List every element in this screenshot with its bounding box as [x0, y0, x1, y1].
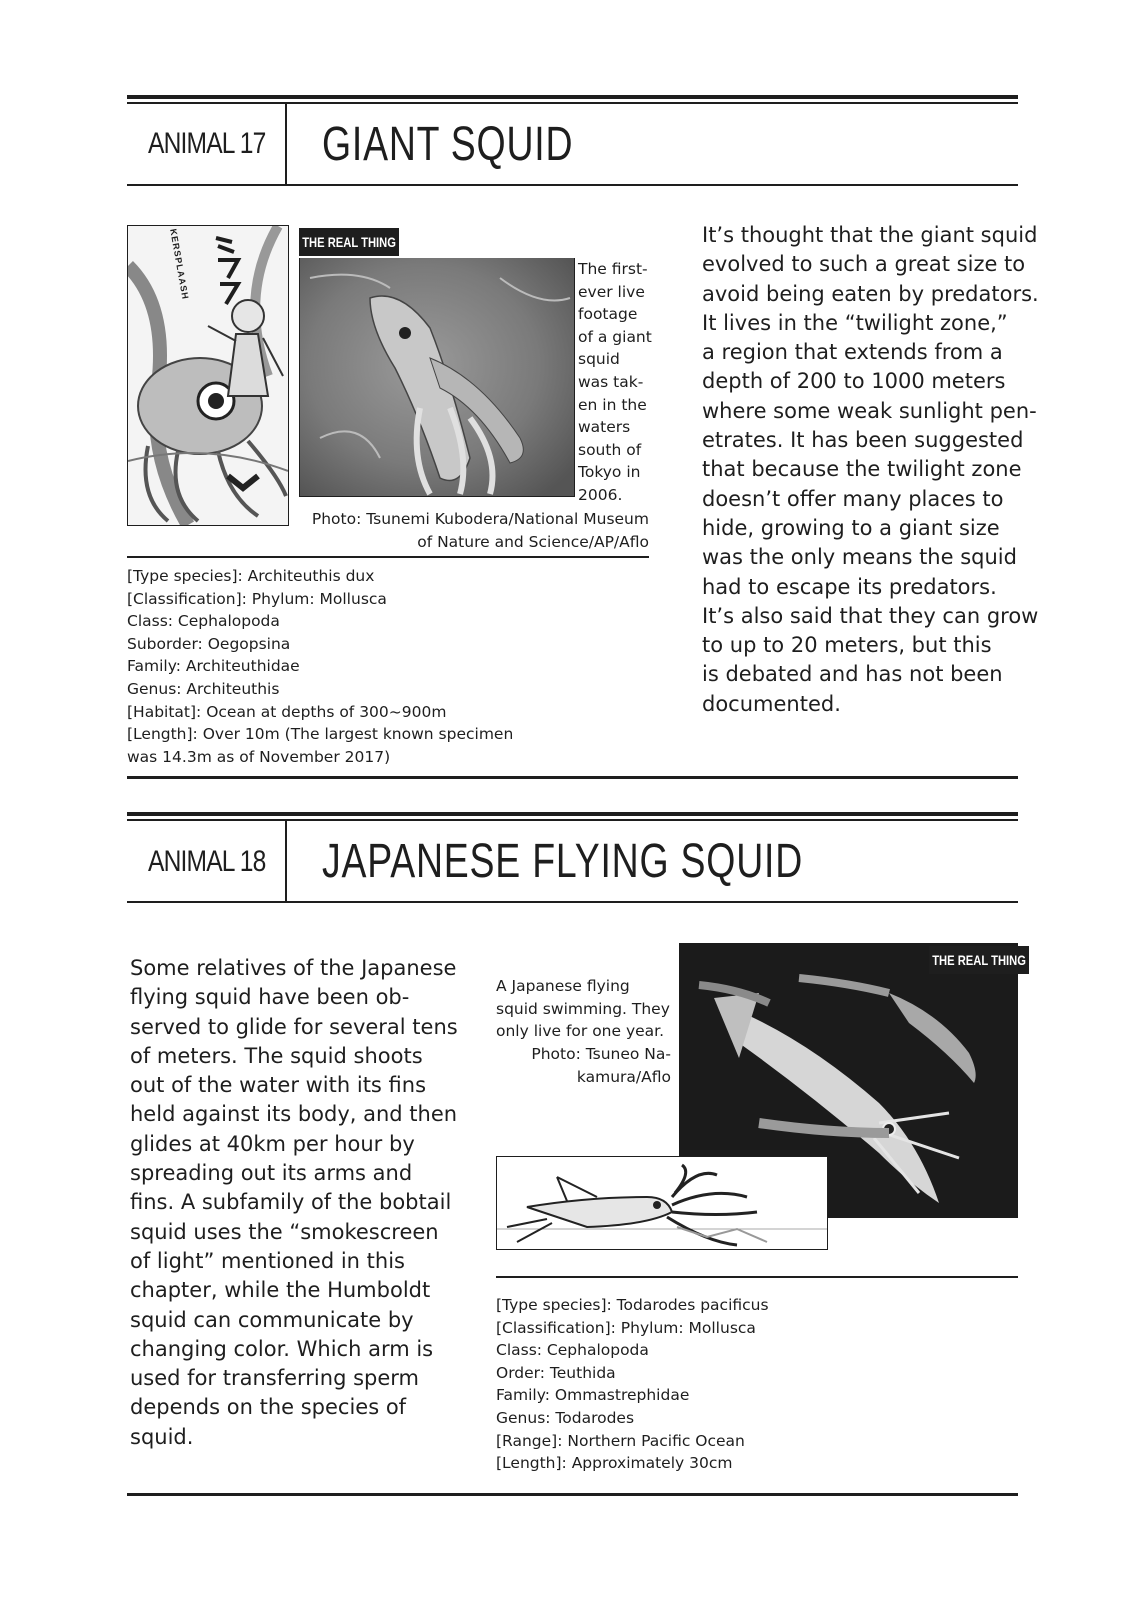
section-17-header-bottom-rule	[127, 184, 1018, 186]
flying-squid-photo-caption: A Japanese flying squid swimming. They only live for one year.	[496, 977, 670, 1041]
section-18-header-bottom-rule	[127, 901, 1018, 903]
section-17-spec-rule	[127, 556, 649, 558]
section-17-top-rule-thin	[127, 102, 1018, 104]
section-17-bottom-rule	[127, 776, 1018, 779]
giant-squid-photo	[299, 258, 575, 497]
giant-squid-specs: [Type species]: Architeuthis dux [Classification]: Phylum: Mollusca Class: Cephalopoda Suborder: Oegopsina Family: Architeuthidae Genus: Architeuthis [Habitat]: Ocean at depths of 300~900m [Length]: Over 10m (The largest known specimen was 14.3m as of November 2017)	[127, 567, 514, 766]
manga-panel-flying-squid	[496, 1156, 828, 1250]
section-17-badge: THE REAL THING	[299, 228, 399, 256]
flying-squid-specs: [Type species]: Todarodes pacificus [Classification]: Phylum: Mollusca Class: Cephalopoda Order: Teuthida Family: Ommastrephidae Genus: Todarodes [Range]: Northern Pacific Ocean [Length]: Approximately 30cm	[496, 1296, 769, 1473]
section-18-title: JAPANESE FLYING SQUID	[322, 835, 804, 888]
section-18-header-divider	[285, 821, 287, 903]
manga-sfx-katakana	[212, 232, 242, 312]
section-18-top-rule	[127, 812, 1018, 816]
section-18-spec-rule	[496, 1276, 1018, 1278]
giant-squid-photo-credit: Photo: Tsunemi Kubodera/National Museum of Nature and Science/AP/Aflo	[311, 510, 649, 551]
section-17-header-divider	[285, 104, 287, 186]
section-18-bottom-rule	[127, 1493, 1018, 1496]
manga-panel-giant-squid	[127, 225, 289, 526]
manga-sfx: KERSPLAASH	[168, 228, 191, 301]
section-17-number: ANIMAL 17	[148, 127, 266, 160]
section-17-top-rule	[127, 95, 1018, 99]
giant-squid-body-text: It’s thought that the giant squid evolved to such a great size to avoid being eaten by predators. It lives in the “twilight zone,” a region that extends from a depth of 200 to 1000 meters where some weak sunlight pen- etrates. It has been suggested that because the twilight zone doesn’t offer many places to hide, growing to a giant size was the only means the squid had to escape its predators. It’s also said that they can grow to up to 20 meters, but this is debated and has not been documented.	[702, 223, 1039, 716]
section-18-number: ANIMAL 18	[148, 845, 266, 878]
section-18-badge: THE REAL THING	[929, 946, 1029, 974]
section-18-top-rule-thin	[127, 819, 1018, 821]
flying-squid-body-text: Some relatives of the Japanese flying squid have been ob- served to glide for several tens of meters. The squid shoots out of the water with its fins held against its body, and then glides at 40km per hour by spreading out its arms and fins. A subfamily of the bobtail squid uses the “smokescreen of light” mentioned in this chapter, while the Humboldt squid can communicate by changing color. Which arm is used for transferring sperm depends on the species of squid.	[130, 956, 458, 1449]
section-17-title: GIANT SQUID	[322, 118, 574, 171]
flying-squid-photo-credit: Photo: Tsuneo Na- kamura/Aflo	[531, 1045, 671, 1086]
giant-squid-photo-caption: The first- ever live footage of a giant squid was tak- en in the waters south of Tokyo in 2006.	[578, 260, 652, 504]
